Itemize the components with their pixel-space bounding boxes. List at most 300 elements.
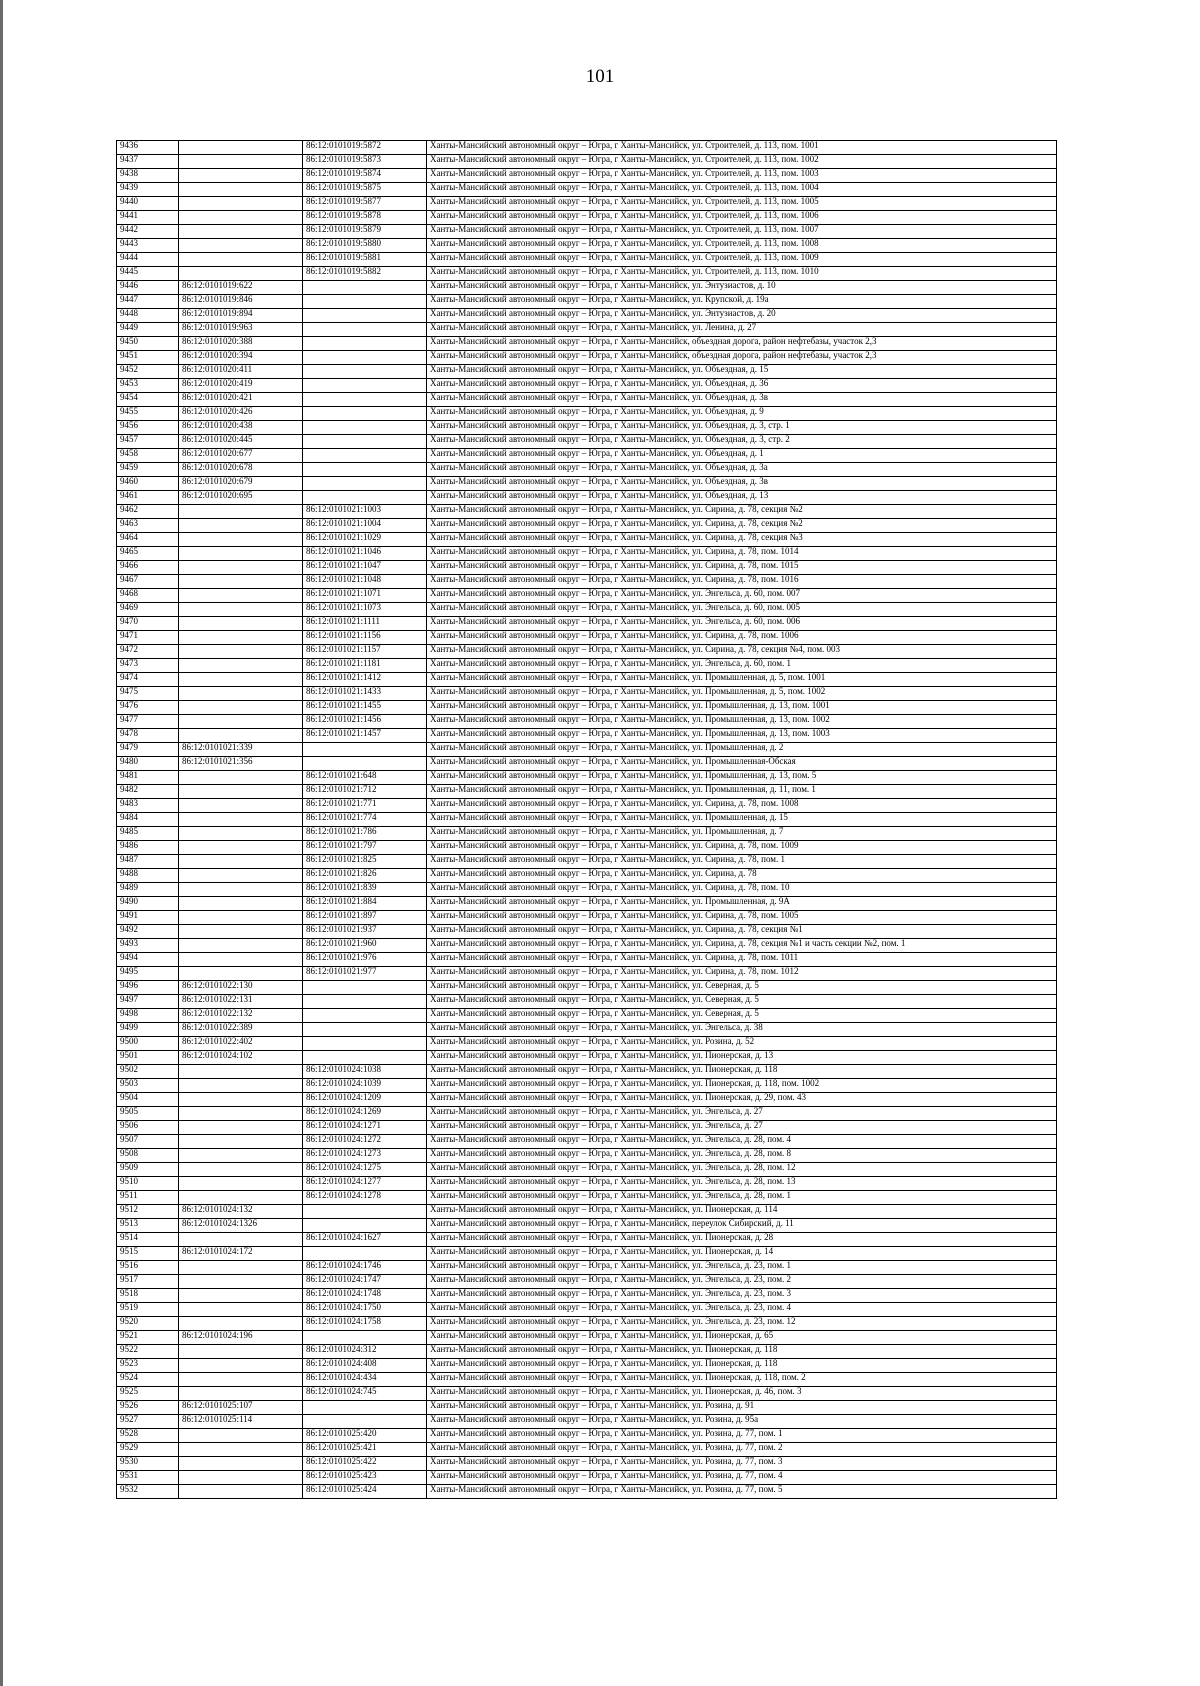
- address-cell: Ханты-Мансийский автономный округ – Югра, г Ханты-Мансийск, ул. Промышленная-Обская: [427, 757, 1057, 771]
- table-row: [117, 841, 1057, 855]
- land-cadastral-number-cell: 86:12:0101025:114: [179, 1415, 303, 1429]
- table-row: [117, 897, 1057, 911]
- land-cadastral-number-cell: [179, 225, 303, 239]
- address-cell: Ханты-Мансийский автономный округ – Югра, г Ханты-Мансийск, ул. Сирина, д. 78, пом. 1006: [427, 631, 1057, 645]
- row-number-cell: 9441: [117, 211, 179, 225]
- object-cadastral-number-cell: 86:12:0101021:1029: [303, 533, 427, 547]
- address-cell: Ханты-Мансийский автономный округ – Югра, г Ханты-Мансийск, ул. Сирина, д. 78, секция №2: [427, 519, 1057, 533]
- table-row: [117, 155, 1057, 169]
- address-cell: Ханты-Мансийский автономный округ – Югра, г Ханты-Мансийск, ул. Строителей, д. 113, пом. 1001: [427, 141, 1057, 155]
- land-cadastral-number-cell: [179, 267, 303, 281]
- row-number-cell: 9515: [117, 1247, 179, 1261]
- land-cadastral-number-cell: [179, 1233, 303, 1247]
- row-number-cell: 9466: [117, 561, 179, 575]
- land-cadastral-number-cell: [179, 533, 303, 547]
- land-cadastral-number-cell: [179, 603, 303, 617]
- land-cadastral-number-cell: 86:12:0101022:389: [179, 1023, 303, 1037]
- page-number: 101: [585, 66, 615, 87]
- table-row: [117, 1289, 1057, 1303]
- object-cadastral-number-cell: 86:12:0101019:5881: [303, 253, 427, 267]
- table-row: [117, 407, 1057, 421]
- row-number-cell: 9516: [117, 1261, 179, 1275]
- land-cadastral-number-cell: 86:12:0101020:388: [179, 337, 303, 351]
- row-number-cell: 9482: [117, 785, 179, 799]
- address-cell: Ханты-Мансийский автономный округ – Югра, г Ханты-Мансийск, ул. Энгельса, д. 27: [427, 1121, 1057, 1135]
- land-cadastral-number-cell: 86:12:0101020:679: [179, 477, 303, 491]
- object-cadastral-number-cell: [303, 351, 427, 365]
- address-cell: Ханты-Мансийский автономный округ – Югра, г Ханты-Мансийск, ул. Энгельса, д. 23, пом. 12: [427, 1317, 1057, 1331]
- object-cadastral-number-cell: 86:12:0101021:960: [303, 939, 427, 953]
- table-row: [117, 491, 1057, 505]
- table-row: [117, 379, 1057, 393]
- table-row: [117, 1121, 1057, 1135]
- row-number-cell: 9498: [117, 1009, 179, 1023]
- land-cadastral-number-cell: [179, 1261, 303, 1275]
- row-number-cell: 9530: [117, 1457, 179, 1471]
- object-cadastral-number-cell: [303, 281, 427, 295]
- address-cell: Ханты-Мансийский автономный округ – Югра, г Ханты-Мансийск, ул. Розина, д. 77, пом. 4: [427, 1471, 1057, 1485]
- object-cadastral-number-cell: [303, 1401, 427, 1415]
- land-cadastral-number-cell: [179, 715, 303, 729]
- object-cadastral-number-cell: 86:12:0101024:745: [303, 1387, 427, 1401]
- table-row: [117, 547, 1057, 561]
- table-row: [117, 603, 1057, 617]
- table-row: [117, 995, 1057, 1009]
- row-number-cell: 9511: [117, 1191, 179, 1205]
- object-cadastral-number-cell: [303, 393, 427, 407]
- table-row: [117, 1415, 1057, 1429]
- row-number-cell: 9505: [117, 1107, 179, 1121]
- object-cadastral-number-cell: [303, 1051, 427, 1065]
- table-row: [117, 869, 1057, 883]
- table-row: [117, 1233, 1057, 1247]
- row-number-cell: 9443: [117, 239, 179, 253]
- object-cadastral-number-cell: [303, 449, 427, 463]
- land-cadastral-number-cell: [179, 799, 303, 813]
- address-cell: Ханты-Мансийский автономный округ – Югра, г Ханты-Мансийск, объездная дорога, район нефтебазы, участок 2,3: [427, 351, 1057, 365]
- object-cadastral-number-cell: 86:12:0101024:1750: [303, 1303, 427, 1317]
- row-number-cell: 9502: [117, 1065, 179, 1079]
- address-cell: Ханты-Мансийский автономный округ – Югра, г Ханты-Мансийск, ул. Сирина, д. 78: [427, 869, 1057, 883]
- land-cadastral-number-cell: [179, 911, 303, 925]
- address-cell: Ханты-Мансийский автономный округ – Югра, г Ханты-Мансийск, ул. Пионерская, д. 118: [427, 1065, 1057, 1079]
- land-cadastral-number-cell: [179, 1135, 303, 1149]
- object-cadastral-number-cell: [303, 1037, 427, 1051]
- table-row: [117, 1317, 1057, 1331]
- object-cadastral-number-cell: 86:12:0101021:1181: [303, 659, 427, 673]
- address-cell: Ханты-Мансийский автономный округ – Югра, г Ханты-Мансийск, ул. Строителей, д. 113, пом. 1009: [427, 253, 1057, 267]
- table-row: [117, 1163, 1057, 1177]
- table-row: [117, 351, 1057, 365]
- address-cell: Ханты-Мансийский автономный округ – Югра, г Ханты-Мансийск, ул. Сирина, д. 78, пом. 1015: [427, 561, 1057, 575]
- land-cadastral-number-cell: [179, 883, 303, 897]
- object-cadastral-number-cell: 86:12:0101024:1272: [303, 1135, 427, 1149]
- object-cadastral-number-cell: 86:12:0101021:1456: [303, 715, 427, 729]
- object-cadastral-number-cell: 86:12:0101024:408: [303, 1359, 427, 1373]
- address-cell: Ханты-Мансийский автономный округ – Югра, г Ханты-Мансийск, ул. Промышленная, д. 15: [427, 813, 1057, 827]
- table-row: [117, 785, 1057, 799]
- address-cell: Ханты-Мансийский автономный округ – Югра, г Ханты-Мансийск, ул. Розина, д. 77, пом. 1: [427, 1429, 1057, 1443]
- row-number-cell: 9444: [117, 253, 179, 267]
- row-number-cell: 9468: [117, 589, 179, 603]
- object-cadastral-number-cell: [303, 435, 427, 449]
- table-row: [117, 449, 1057, 463]
- row-number-cell: 9491: [117, 911, 179, 925]
- object-cadastral-number-cell: [303, 995, 427, 1009]
- row-number-cell: 9503: [117, 1079, 179, 1093]
- row-number-cell: 9474: [117, 673, 179, 687]
- address-cell: Ханты-Мансийский автономный округ – Югра, г Ханты-Мансийск, ул. Сирина, д. 78, секция №2: [427, 505, 1057, 519]
- object-cadastral-number-cell: 86:12:0101021:1047: [303, 561, 427, 575]
- land-cadastral-number-cell: 86:12:0101022:132: [179, 1009, 303, 1023]
- address-cell: Ханты-Мансийский автономный округ – Югра, г Ханты-Мансийск, ул. Промышленная, д. 7: [427, 827, 1057, 841]
- row-number-cell: 9442: [117, 225, 179, 239]
- land-cadastral-number-cell: [179, 967, 303, 981]
- row-number-cell: 9496: [117, 981, 179, 995]
- object-cadastral-number-cell: 86:12:0101024:1758: [303, 1317, 427, 1331]
- table-row: [117, 715, 1057, 729]
- land-cadastral-number-cell: 86:12:0101019:894: [179, 309, 303, 323]
- address-cell: Ханты-Мансийский автономный округ – Югра, г Ханты-Мансийск, ул. Промышленная, д. 13, пом. 1003: [427, 729, 1057, 743]
- address-cell: Ханты-Мансийский автономный округ – Югра, г Ханты-Мансийск, ул. Строителей, д. 113, пом. 1007: [427, 225, 1057, 239]
- row-number-cell: 9490: [117, 897, 179, 911]
- land-cadastral-number-cell: 86:12:0101024:1326: [179, 1219, 303, 1233]
- table-row: [117, 1303, 1057, 1317]
- address-cell: Ханты-Мансийский автономный округ – Югра, г Ханты-Мансийск, ул. Пионерская, д. 14: [427, 1247, 1057, 1261]
- row-number-cell: 9507: [117, 1135, 179, 1149]
- land-cadastral-number-cell: [179, 1317, 303, 1331]
- object-cadastral-number-cell: 86:12:0101021:1455: [303, 701, 427, 715]
- row-number-cell: 9522: [117, 1345, 179, 1359]
- address-cell: Ханты-Мансийский автономный округ – Югра, г Ханты-Мансийск, ул. Сирина, д. 78, пом. 1016: [427, 575, 1057, 589]
- address-cell: Ханты-Мансийский автономный округ – Югра, г Ханты-Мансийск, ул. Ленина, д. 27: [427, 323, 1057, 337]
- row-number-cell: 9439: [117, 183, 179, 197]
- address-cell: Ханты-Мансийский автономный округ – Югра, г Ханты-Мансийск, ул. Северная, д. 5: [427, 1009, 1057, 1023]
- address-cell: Ханты-Мансийский автономный округ – Югра, г Ханты-Мансийск, переулок Сибирский, д. 11: [427, 1219, 1057, 1233]
- land-cadastral-number-cell: [179, 1191, 303, 1205]
- row-number-cell: 9453: [117, 379, 179, 393]
- row-number-cell: 9450: [117, 337, 179, 351]
- object-cadastral-number-cell: 86:12:0101019:5875: [303, 183, 427, 197]
- object-cadastral-number-cell: 86:12:0101024:1209: [303, 1093, 427, 1107]
- object-cadastral-number-cell: 86:12:0101021:648: [303, 771, 427, 785]
- address-cell: Ханты-Мансийский автономный округ – Югра, г Ханты-Мансийск, ул. Энгельса, д. 60, пом. 005: [427, 603, 1057, 617]
- table-row: [117, 169, 1057, 183]
- address-cell: Ханты-Мансийский автономный округ – Югра, г Ханты-Мансийск, ул. Энгельса, д. 23, пом. 1: [427, 1261, 1057, 1275]
- address-cell: Ханты-Мансийский автономный округ – Югра, г Ханты-Мансийск, ул. Сирина, д. 78, пом. 1008: [427, 799, 1057, 813]
- object-cadastral-number-cell: 86:12:0101024:1269: [303, 1107, 427, 1121]
- row-number-cell: 9464: [117, 533, 179, 547]
- table-row: [117, 1093, 1057, 1107]
- address-cell: Ханты-Мансийский автономный округ – Югра, г Ханты-Мансийск, ул. Энгельса, д. 60, пом. 1: [427, 659, 1057, 673]
- row-number-cell: 9521: [117, 1331, 179, 1345]
- address-cell: Ханты-Мансийский автономный округ – Югра, г Ханты-Мансийск, ул. Розина, д. 77, пом. 3: [427, 1457, 1057, 1471]
- object-cadastral-number-cell: 86:12:0101024:1277: [303, 1177, 427, 1191]
- row-number-cell: 9494: [117, 953, 179, 967]
- address-cell: Ханты-Мансийский автономный округ – Югра, г Ханты-Мансийск, ул. Объездная, д. 1: [427, 449, 1057, 463]
- object-cadastral-number-cell: 86:12:0101025:424: [303, 1485, 427, 1499]
- object-cadastral-number-cell: [303, 1205, 427, 1219]
- row-number-cell: 9526: [117, 1401, 179, 1415]
- row-number-cell: 9514: [117, 1233, 179, 1247]
- land-cadastral-number-cell: [179, 1107, 303, 1121]
- object-cadastral-number-cell: 86:12:0101021:1412: [303, 673, 427, 687]
- table-row: [117, 141, 1057, 155]
- land-cadastral-number-cell: 86:12:0101020:411: [179, 365, 303, 379]
- table-row: [117, 533, 1057, 547]
- object-cadastral-number-cell: 86:12:0101024:1747: [303, 1275, 427, 1289]
- object-cadastral-number-cell: 86:12:0101025:420: [303, 1429, 427, 1443]
- land-cadastral-number-cell: [179, 1289, 303, 1303]
- row-number-cell: 9461: [117, 491, 179, 505]
- table-row: [117, 967, 1057, 981]
- row-number-cell: 9470: [117, 617, 179, 631]
- table-row: [117, 323, 1057, 337]
- table-row: [117, 1331, 1057, 1345]
- address-cell: Ханты-Мансийский автономный округ – Югра, г Ханты-Мансийск, ул. Сирина, д. 78, пом. 10: [427, 883, 1057, 897]
- address-cell: Ханты-Мансийский автономный округ – Югра, г Ханты-Мансийск, ул. Энгельса, д. 28, пом. 1: [427, 1191, 1057, 1205]
- object-cadastral-number-cell: 86:12:0101021:1156: [303, 631, 427, 645]
- object-cadastral-number-cell: [303, 491, 427, 505]
- land-cadastral-number-cell: [179, 519, 303, 533]
- address-cell: Ханты-Мансийский автономный округ – Югра, г Ханты-Мансийск, ул. Энгельса, д. 60, пом. 006: [427, 617, 1057, 631]
- row-number-cell: 9486: [117, 841, 179, 855]
- object-cadastral-number-cell: 86:12:0101024:312: [303, 1345, 427, 1359]
- row-number-cell: 9504: [117, 1093, 179, 1107]
- table-row: [117, 1205, 1057, 1219]
- table-row: [117, 393, 1057, 407]
- land-cadastral-number-cell: [179, 785, 303, 799]
- table-row: [117, 183, 1057, 197]
- object-cadastral-number-cell: [303, 981, 427, 995]
- land-cadastral-number-cell: [179, 505, 303, 519]
- address-cell: Ханты-Мансийский автономный округ – Югра, г Ханты-Мансийск, ул. Промышленная, д. 5, пом. 1002: [427, 687, 1057, 701]
- address-cell: Ханты-Мансийский автономный округ – Югра, г Ханты-Мансийск, ул. Розина, д. 95а: [427, 1415, 1057, 1429]
- table-row: [117, 757, 1057, 771]
- address-cell: Ханты-Мансийский автономный округ – Югра, г Ханты-Мансийск, ул. Пионерская, д. 118: [427, 1345, 1057, 1359]
- row-number-cell: 9524: [117, 1373, 179, 1387]
- land-cadastral-number-cell: 86:12:0101020:394: [179, 351, 303, 365]
- object-cadastral-number-cell: [303, 379, 427, 393]
- object-cadastral-number-cell: 86:12:0101021:1457: [303, 729, 427, 743]
- table-row: [117, 1359, 1057, 1373]
- row-number-cell: 9517: [117, 1275, 179, 1289]
- table-row: [117, 267, 1057, 281]
- object-cadastral-number-cell: [303, 757, 427, 771]
- address-cell: Ханты-Мансийский автономный округ – Югра, г Ханты-Мансийск, ул. Сирина, д. 78, пом. 1005: [427, 911, 1057, 925]
- table-row: [117, 1107, 1057, 1121]
- address-cell: Ханты-Мансийский автономный округ – Югра, г Ханты-Мансийск, ул. Объездная, д. 13: [427, 491, 1057, 505]
- land-cadastral-number-cell: [179, 1485, 303, 1499]
- land-cadastral-number-cell: [179, 1149, 303, 1163]
- land-cadastral-number-cell: [179, 547, 303, 561]
- address-cell: Ханты-Мансийский автономный округ – Югра, г Ханты-Мансийск, ул. Энгельса, д. 23, пом. 2: [427, 1275, 1057, 1289]
- row-number-cell: 9484: [117, 813, 179, 827]
- address-cell: Ханты-Мансийский автономный округ – Югра, г Ханты-Мансийск, ул. Сирина, д. 78, секция №1 и часть секции №2, пом. 1: [427, 939, 1057, 953]
- row-number-cell: 9459: [117, 463, 179, 477]
- address-cell: Ханты-Мансийский автономный округ – Югра, г Ханты-Мансийск, ул. Крупской, д. 19а: [427, 295, 1057, 309]
- address-cell: Ханты-Мансийский автономный округ – Югра, г Ханты-Мансийск, ул. Промышленная, д. 13, пом. 1002: [427, 715, 1057, 729]
- row-number-cell: 9467: [117, 575, 179, 589]
- land-cadastral-number-cell: 86:12:0101020:695: [179, 491, 303, 505]
- registry-table: [116, 140, 1057, 1499]
- object-cadastral-number-cell: 86:12:0101019:5882: [303, 267, 427, 281]
- table-row: [117, 631, 1057, 645]
- row-number-cell: 9456: [117, 421, 179, 435]
- object-cadastral-number-cell: 86:12:0101021:797: [303, 841, 427, 855]
- row-number-cell: 9531: [117, 1471, 179, 1485]
- address-cell: Ханты-Мансийский автономный округ – Югра, г Ханты-Мансийск, ул. Энгельса, д. 23, пом. 4: [427, 1303, 1057, 1317]
- object-cadastral-number-cell: 86:12:0101021:826: [303, 869, 427, 883]
- land-cadastral-number-cell: [179, 1429, 303, 1443]
- land-cadastral-number-cell: [179, 211, 303, 225]
- address-cell: Ханты-Мансийский автономный округ – Югра, г Ханты-Мансийск, ул. Строителей, д. 113, пом. 1003: [427, 169, 1057, 183]
- table-row: [117, 883, 1057, 897]
- object-cadastral-number-cell: [303, 463, 427, 477]
- land-cadastral-number-cell: [179, 183, 303, 197]
- address-cell: Ханты-Мансийский автономный округ – Югра, г Ханты-Мансийск, ул. Строителей, д. 113, пом. 1004: [427, 183, 1057, 197]
- table-row: [117, 463, 1057, 477]
- land-cadastral-number-cell: 86:12:0101020:678: [179, 463, 303, 477]
- row-number-cell: 9506: [117, 1121, 179, 1135]
- land-cadastral-number-cell: [179, 561, 303, 575]
- table-row: [117, 1079, 1057, 1093]
- address-cell: Ханты-Мансийский автономный округ – Югра, г Ханты-Мансийск, ул. Объездная, д. 9: [427, 407, 1057, 421]
- row-number-cell: 9448: [117, 309, 179, 323]
- land-cadastral-number-cell: [179, 1303, 303, 1317]
- table-row: [117, 421, 1057, 435]
- address-cell: Ханты-Мансийский автономный округ – Югра, г Ханты-Мансийск, ул. Сирина, д. 78, пом. 1009: [427, 841, 1057, 855]
- row-number-cell: 9477: [117, 715, 179, 729]
- table-row: [117, 1443, 1057, 1457]
- table-row: [117, 365, 1057, 379]
- object-cadastral-number-cell: 86:12:0101024:1627: [303, 1233, 427, 1247]
- land-cadastral-number-cell: [179, 617, 303, 631]
- row-number-cell: 9460: [117, 477, 179, 491]
- row-number-cell: 9485: [117, 827, 179, 841]
- address-cell: Ханты-Мансийский автономный округ – Югра, г Ханты-Мансийск, ул. Розина, д. 77, пом. 5: [427, 1485, 1057, 1499]
- row-number-cell: 9465: [117, 547, 179, 561]
- address-cell: Ханты-Мансийский автономный округ – Югра, г Ханты-Мансийск, объездная дорога, район нефтебазы, участок 2,3: [427, 337, 1057, 351]
- land-cadastral-number-cell: [179, 841, 303, 855]
- row-number-cell: 9518: [117, 1289, 179, 1303]
- object-cadastral-number-cell: 86:12:0101021:937: [303, 925, 427, 939]
- object-cadastral-number-cell: 86:12:0101019:5877: [303, 197, 427, 211]
- address-cell: Ханты-Мансийский автономный округ – Югра, г Ханты-Мансийск, ул. Северная, д. 5: [427, 995, 1057, 1009]
- row-number-cell: 9436: [117, 141, 179, 155]
- table-row: [117, 771, 1057, 785]
- object-cadastral-number-cell: 86:12:0101021:786: [303, 827, 427, 841]
- object-cadastral-number-cell: 86:12:0101021:839: [303, 883, 427, 897]
- land-cadastral-number-cell: 86:12:0101024:102: [179, 1051, 303, 1065]
- object-cadastral-number-cell: [303, 1415, 427, 1429]
- object-cadastral-number-cell: [303, 743, 427, 757]
- row-number-cell: 9489: [117, 883, 179, 897]
- land-cadastral-number-cell: 86:12:0101019:622: [179, 281, 303, 295]
- land-cadastral-number-cell: [179, 1443, 303, 1457]
- table-row: [117, 659, 1057, 673]
- table-row: [117, 953, 1057, 967]
- object-cadastral-number-cell: [303, 1331, 427, 1345]
- land-cadastral-number-cell: 86:12:0101020:421: [179, 393, 303, 407]
- land-cadastral-number-cell: [179, 1373, 303, 1387]
- address-cell: Ханты-Мансийский автономный округ – Югра, г Ханты-Мансийск, ул. Промышленная, д. 9А: [427, 897, 1057, 911]
- land-cadastral-number-cell: [179, 687, 303, 701]
- land-cadastral-number-cell: 86:12:0101024:172: [179, 1247, 303, 1261]
- land-cadastral-number-cell: [179, 1079, 303, 1093]
- object-cadastral-number-cell: 86:12:0101021:1004: [303, 519, 427, 533]
- table-row: [117, 1191, 1057, 1205]
- table-row: [117, 701, 1057, 715]
- address-cell: Ханты-Мансийский автономный округ – Югра, г Ханты-Мансийск, ул. Пионерская, д. 118, пом. 2: [427, 1373, 1057, 1387]
- object-cadastral-number-cell: 86:12:0101024:1273: [303, 1149, 427, 1163]
- address-cell: Ханты-Мансийский автономный округ – Югра, г Ханты-Мансийск, ул. Пионерская, д. 65: [427, 1331, 1057, 1345]
- row-number-cell: 9455: [117, 407, 179, 421]
- table-row: [117, 981, 1057, 995]
- object-cadastral-number-cell: 86:12:0101021:1433: [303, 687, 427, 701]
- table-row: [117, 1485, 1057, 1499]
- row-number-cell: 9446: [117, 281, 179, 295]
- object-cadastral-number-cell: 86:12:0101024:1271: [303, 1121, 427, 1135]
- table-row: [117, 1149, 1057, 1163]
- land-cadastral-number-cell: 86:12:0101019:963: [179, 323, 303, 337]
- table-row: [117, 1023, 1057, 1037]
- land-cadastral-number-cell: [179, 953, 303, 967]
- land-cadastral-number-cell: [179, 141, 303, 155]
- address-cell: Ханты-Мансийский автономный округ – Югра, г Ханты-Мансийск, ул. Пионерская, д. 29, пом. 43: [427, 1093, 1057, 1107]
- object-cadastral-number-cell: 86:12:0101021:976: [303, 953, 427, 967]
- object-cadastral-number-cell: 86:12:0101021:1071: [303, 589, 427, 603]
- address-cell: Ханты-Мансийский автономный округ – Югра, г Ханты-Мансийск, ул. Строителей, д. 113, пом. 1006: [427, 211, 1057, 225]
- address-cell: Ханты-Мансийский автономный округ – Югра, г Ханты-Мансийск, ул. Пионерская, д. 28: [427, 1233, 1057, 1247]
- row-number-cell: 9469: [117, 603, 179, 617]
- address-cell: Ханты-Мансийский автономный округ – Югра, г Ханты-Мансийск, ул. Энгельса, д. 28, пом. 4: [427, 1135, 1057, 1149]
- row-number-cell: 9449: [117, 323, 179, 337]
- row-number-cell: 9493: [117, 939, 179, 953]
- row-number-cell: 9445: [117, 267, 179, 281]
- object-cadastral-number-cell: [303, 421, 427, 435]
- land-cadastral-number-cell: 86:12:0101022:130: [179, 981, 303, 995]
- table-row: [117, 519, 1057, 533]
- table-row: [117, 1051, 1057, 1065]
- address-cell: Ханты-Мансийский автономный округ – Югра, г Ханты-Мансийск, ул. Строителей, д. 113, пом. 1010: [427, 267, 1057, 281]
- address-cell: Ханты-Мансийский автономный округ – Югра, г Ханты-Мансийск, ул. Пионерская, д. 118: [427, 1359, 1057, 1373]
- address-cell: Ханты-Мансийский автономный округ – Югра, г Ханты-Мансийск, ул. Пионерская, д. 118, пом. 1002: [427, 1079, 1057, 1093]
- row-number-cell: 9495: [117, 967, 179, 981]
- table-row: [117, 281, 1057, 295]
- address-cell: Ханты-Мансийский автономный округ – Югра, г Ханты-Мансийск, ул. Энгельса, д. 23, пом. 3: [427, 1289, 1057, 1303]
- row-number-cell: 9440: [117, 197, 179, 211]
- land-cadastral-number-cell: [179, 1359, 303, 1373]
- land-cadastral-number-cell: 86:12:0101024:132: [179, 1205, 303, 1219]
- object-cadastral-number-cell: 86:12:0101019:5874: [303, 169, 427, 183]
- land-cadastral-number-cell: [179, 701, 303, 715]
- address-cell: Ханты-Мансийский автономный округ – Югра, г Ханты-Мансийск, ул. Пионерская, д. 114: [427, 1205, 1057, 1219]
- table-row: [117, 1387, 1057, 1401]
- row-number-cell: 9471: [117, 631, 179, 645]
- land-cadastral-number-cell: [179, 155, 303, 169]
- table-row: [117, 1219, 1057, 1233]
- row-number-cell: 9480: [117, 757, 179, 771]
- row-number-cell: 9457: [117, 435, 179, 449]
- land-cadastral-number-cell: 86:12:0101022:402: [179, 1037, 303, 1051]
- object-cadastral-number-cell: 86:12:0101021:1157: [303, 645, 427, 659]
- address-cell: Ханты-Мансийский автономный округ – Югра, г Ханты-Мансийск, ул. Промышленная, д. 13, пом. 5: [427, 771, 1057, 785]
- table-row: [117, 1247, 1057, 1261]
- table-row: [117, 743, 1057, 757]
- object-cadastral-number-cell: [303, 309, 427, 323]
- table-row: [117, 1065, 1057, 1079]
